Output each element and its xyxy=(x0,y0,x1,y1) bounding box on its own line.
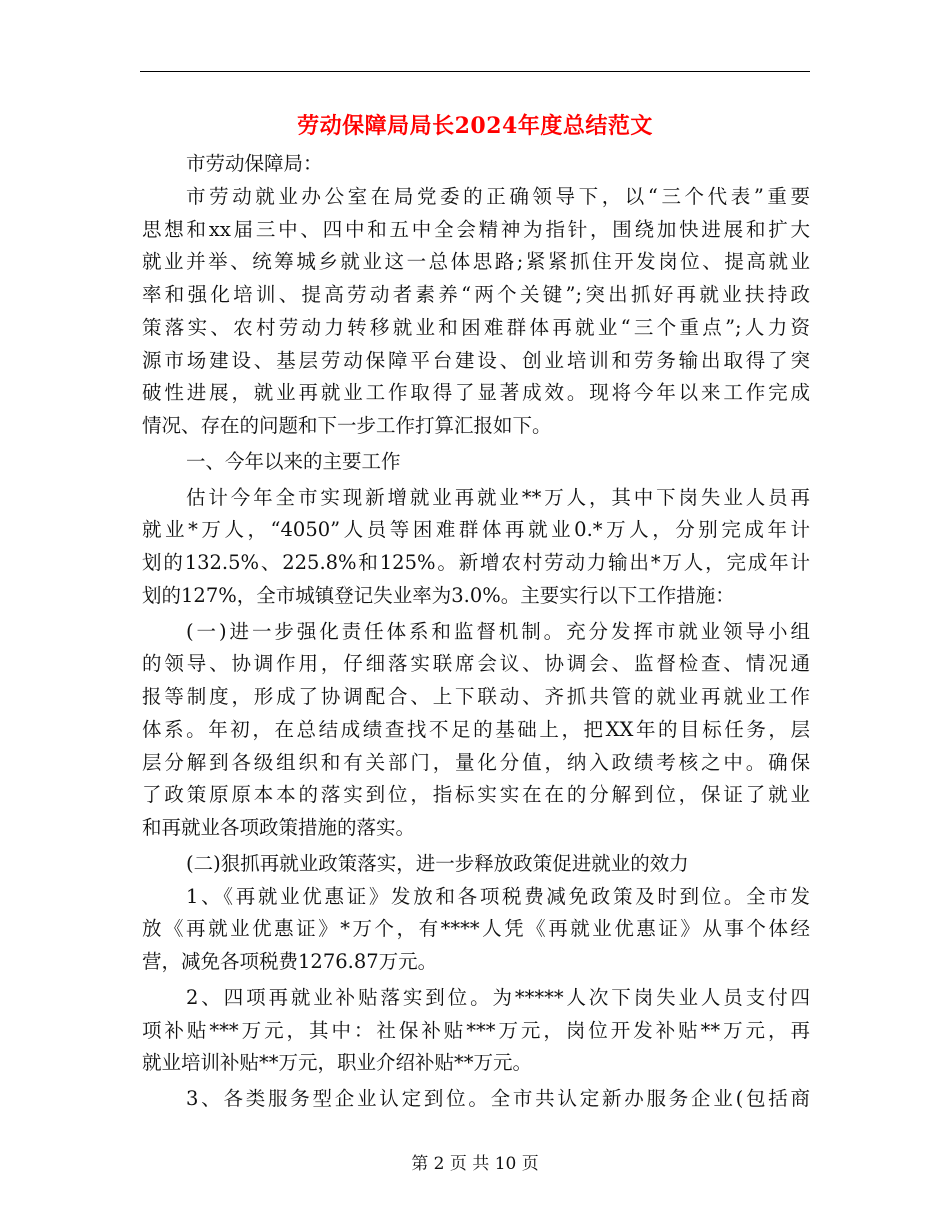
body-line: 破性进展，就业再就业工作取得了显著成效。现将今年以来工作完成 xyxy=(142,381,810,405)
body-line: 源市场建设、基层劳动保障平台建设、创业培训和劳务输出取得了突 xyxy=(142,348,810,372)
body-line: 的领导、协调作用，仔细落实联席会议、协调会、监督检查、情况通 xyxy=(142,652,810,676)
body-line: 估计今年全市实现新增就业再就业**万人，其中下岗失业人员再 xyxy=(186,485,810,509)
body-line: 思想和xx届三中、四中和五中全会精神为指针，围绕加快进展和扩大 xyxy=(142,217,810,241)
body-line: 体系。年初，在总结成绩查找不足的基础上，把XX年的目标任务，层 xyxy=(142,717,810,741)
body-line: 1、《再就业优惠证》发放和各项税费减免政策及时到位。全市发 xyxy=(186,884,810,908)
body-line: 了政策原原本本的落实到位，指标实实在在的分解到位，保证了就业 xyxy=(142,783,810,807)
body-line: 市劳动就业办公室在局党委的正确领导下，以“三个代表”重要 xyxy=(186,184,810,208)
document-title: 劳动保障局局长2024年度总结范文 xyxy=(297,113,653,139)
body-line: 就业*万人，“4050”人员等困难群体再就业0.*万人，分别完成年计 xyxy=(142,518,810,542)
document-body xyxy=(142,148,810,1116)
salutation-line: 市劳动保障局： xyxy=(186,152,323,175)
body-line: 率和强化培训、提高劳动者素养“两个关键”;突出抓好再就业扶持政 xyxy=(142,283,810,306)
body-line: 划的132.5%、225.8%和125%。新增农村劳动力输出*万人，完成年计 xyxy=(142,551,810,574)
section-heading: (二)狠抓再就业政策落实，进一步释放政策促进就业的效力 xyxy=(186,851,689,875)
body-line: 就业并举、统筹城乡就业这一总体思路;紧紧抓住开发岗位、提高就业 xyxy=(142,250,810,274)
body-line: 策落实、农村劳动力转移就业和困难群体再就业“三个重点”;人力资 xyxy=(142,315,810,339)
page-number-footer: 第 2 页 共 10 页 xyxy=(411,1154,539,1174)
body-line: 层分解到各级组织和有关部门，量化分值，纳入政绩考核之中。确保 xyxy=(142,750,810,774)
body-line: 和再就业各项政策措施的落实。 xyxy=(142,816,416,839)
body-line: 2、四项再就业补贴落实到位。为*****人次下岗失业人员支付四 xyxy=(186,985,810,1009)
section-heading: 一、今年以来的主要工作 xyxy=(186,449,401,473)
header-rule xyxy=(140,71,810,72)
body-line: 3、各类服务型企业认定到位。全市共认定新办服务企业(包括商 xyxy=(186,1087,810,1110)
body-line: 情况、存在的问题和下一步工作打算汇报如下。 xyxy=(142,414,552,437)
body-line: 项补贴***万元，其中：社保补贴***万元，岗位开发补贴**万元，再 xyxy=(142,1018,810,1042)
body-line: 就业培训补贴**万元，职业介绍补贴**万元。 xyxy=(142,1051,533,1075)
body-line: 划的127%，全市城镇登记失业率为3.0%。主要实行以下工作措施： xyxy=(142,583,735,607)
body-line: 营，减免各项税费1276.87万元。 xyxy=(142,950,438,973)
body-line: 报等制度，形成了协调配合、上下联动、齐抓共管的就业再就业工作 xyxy=(142,685,810,708)
body-line: (一)进一步强化责任体系和监督机制。充分发挥市就业领导小组 xyxy=(186,619,810,643)
body-line: 放《再就业优惠证》*万个，有****人凭《再就业优惠证》从事个体经 xyxy=(142,917,810,941)
